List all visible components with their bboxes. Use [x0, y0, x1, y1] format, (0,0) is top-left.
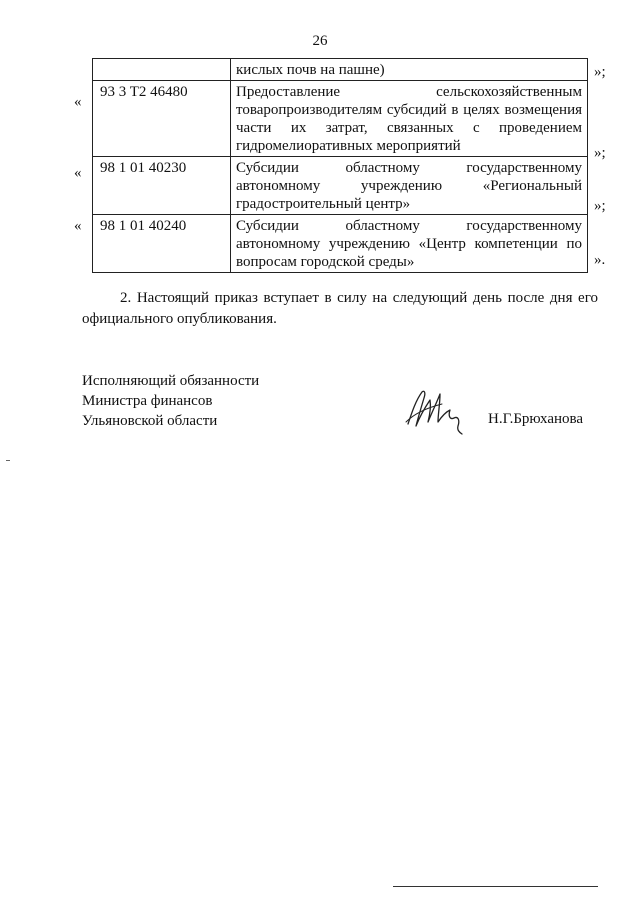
closing-quote: »; [594, 145, 606, 161]
signer-block [82, 371, 259, 431]
description-cell: Субсидии областному государственному автономному учреждению «Региональный градостроительный центр» [231, 157, 588, 215]
signer-title-line: Министра финансов [82, 393, 213, 409]
opening-quote: « [74, 94, 82, 110]
effective-date-paragraph: 2. Настоящий приказ вступает в силу на следующий день после дня его официального опубликования. [82, 290, 598, 327]
code-cell [93, 59, 231, 81]
table-row [93, 59, 588, 81]
signer-title-line: Ульяновской области [82, 413, 218, 429]
code-cell: 98 1 01 40230 [93, 157, 231, 215]
description-cell: кислых почв на пашне) [231, 59, 588, 81]
margin-mark [6, 460, 10, 461]
page-number: 26 [312, 33, 328, 49]
table-row [93, 81, 588, 157]
closing-quote: »; [594, 198, 606, 214]
closing-quote: ». [594, 252, 606, 268]
closing-quote: »; [594, 64, 606, 80]
description-cell: Субсидии областному государственному автономному учреждению «Центр компетенции по вопросам городской среды» [231, 215, 588, 273]
table-row [93, 215, 588, 273]
budget-codes-table [92, 58, 588, 273]
signer-title-line: Исполняющий обязанности [82, 373, 260, 389]
signer-name: Н.Г.Брюханова [488, 411, 584, 427]
footer-rule [393, 886, 598, 887]
table-row [93, 157, 588, 215]
code-cell: 93 3 T2 46480 [93, 81, 231, 157]
code-cell: 98 1 01 40240 [93, 215, 231, 273]
opening-quote: « [74, 165, 82, 181]
opening-quote: « [74, 218, 82, 234]
description-cell: Предоставление сельскохозяйственным товаропроизводителям субсидий в целях возмещения части их затрат, связанных с проведением гидромелиоративных мероприятий [231, 81, 588, 157]
handwritten-signature [404, 382, 470, 436]
